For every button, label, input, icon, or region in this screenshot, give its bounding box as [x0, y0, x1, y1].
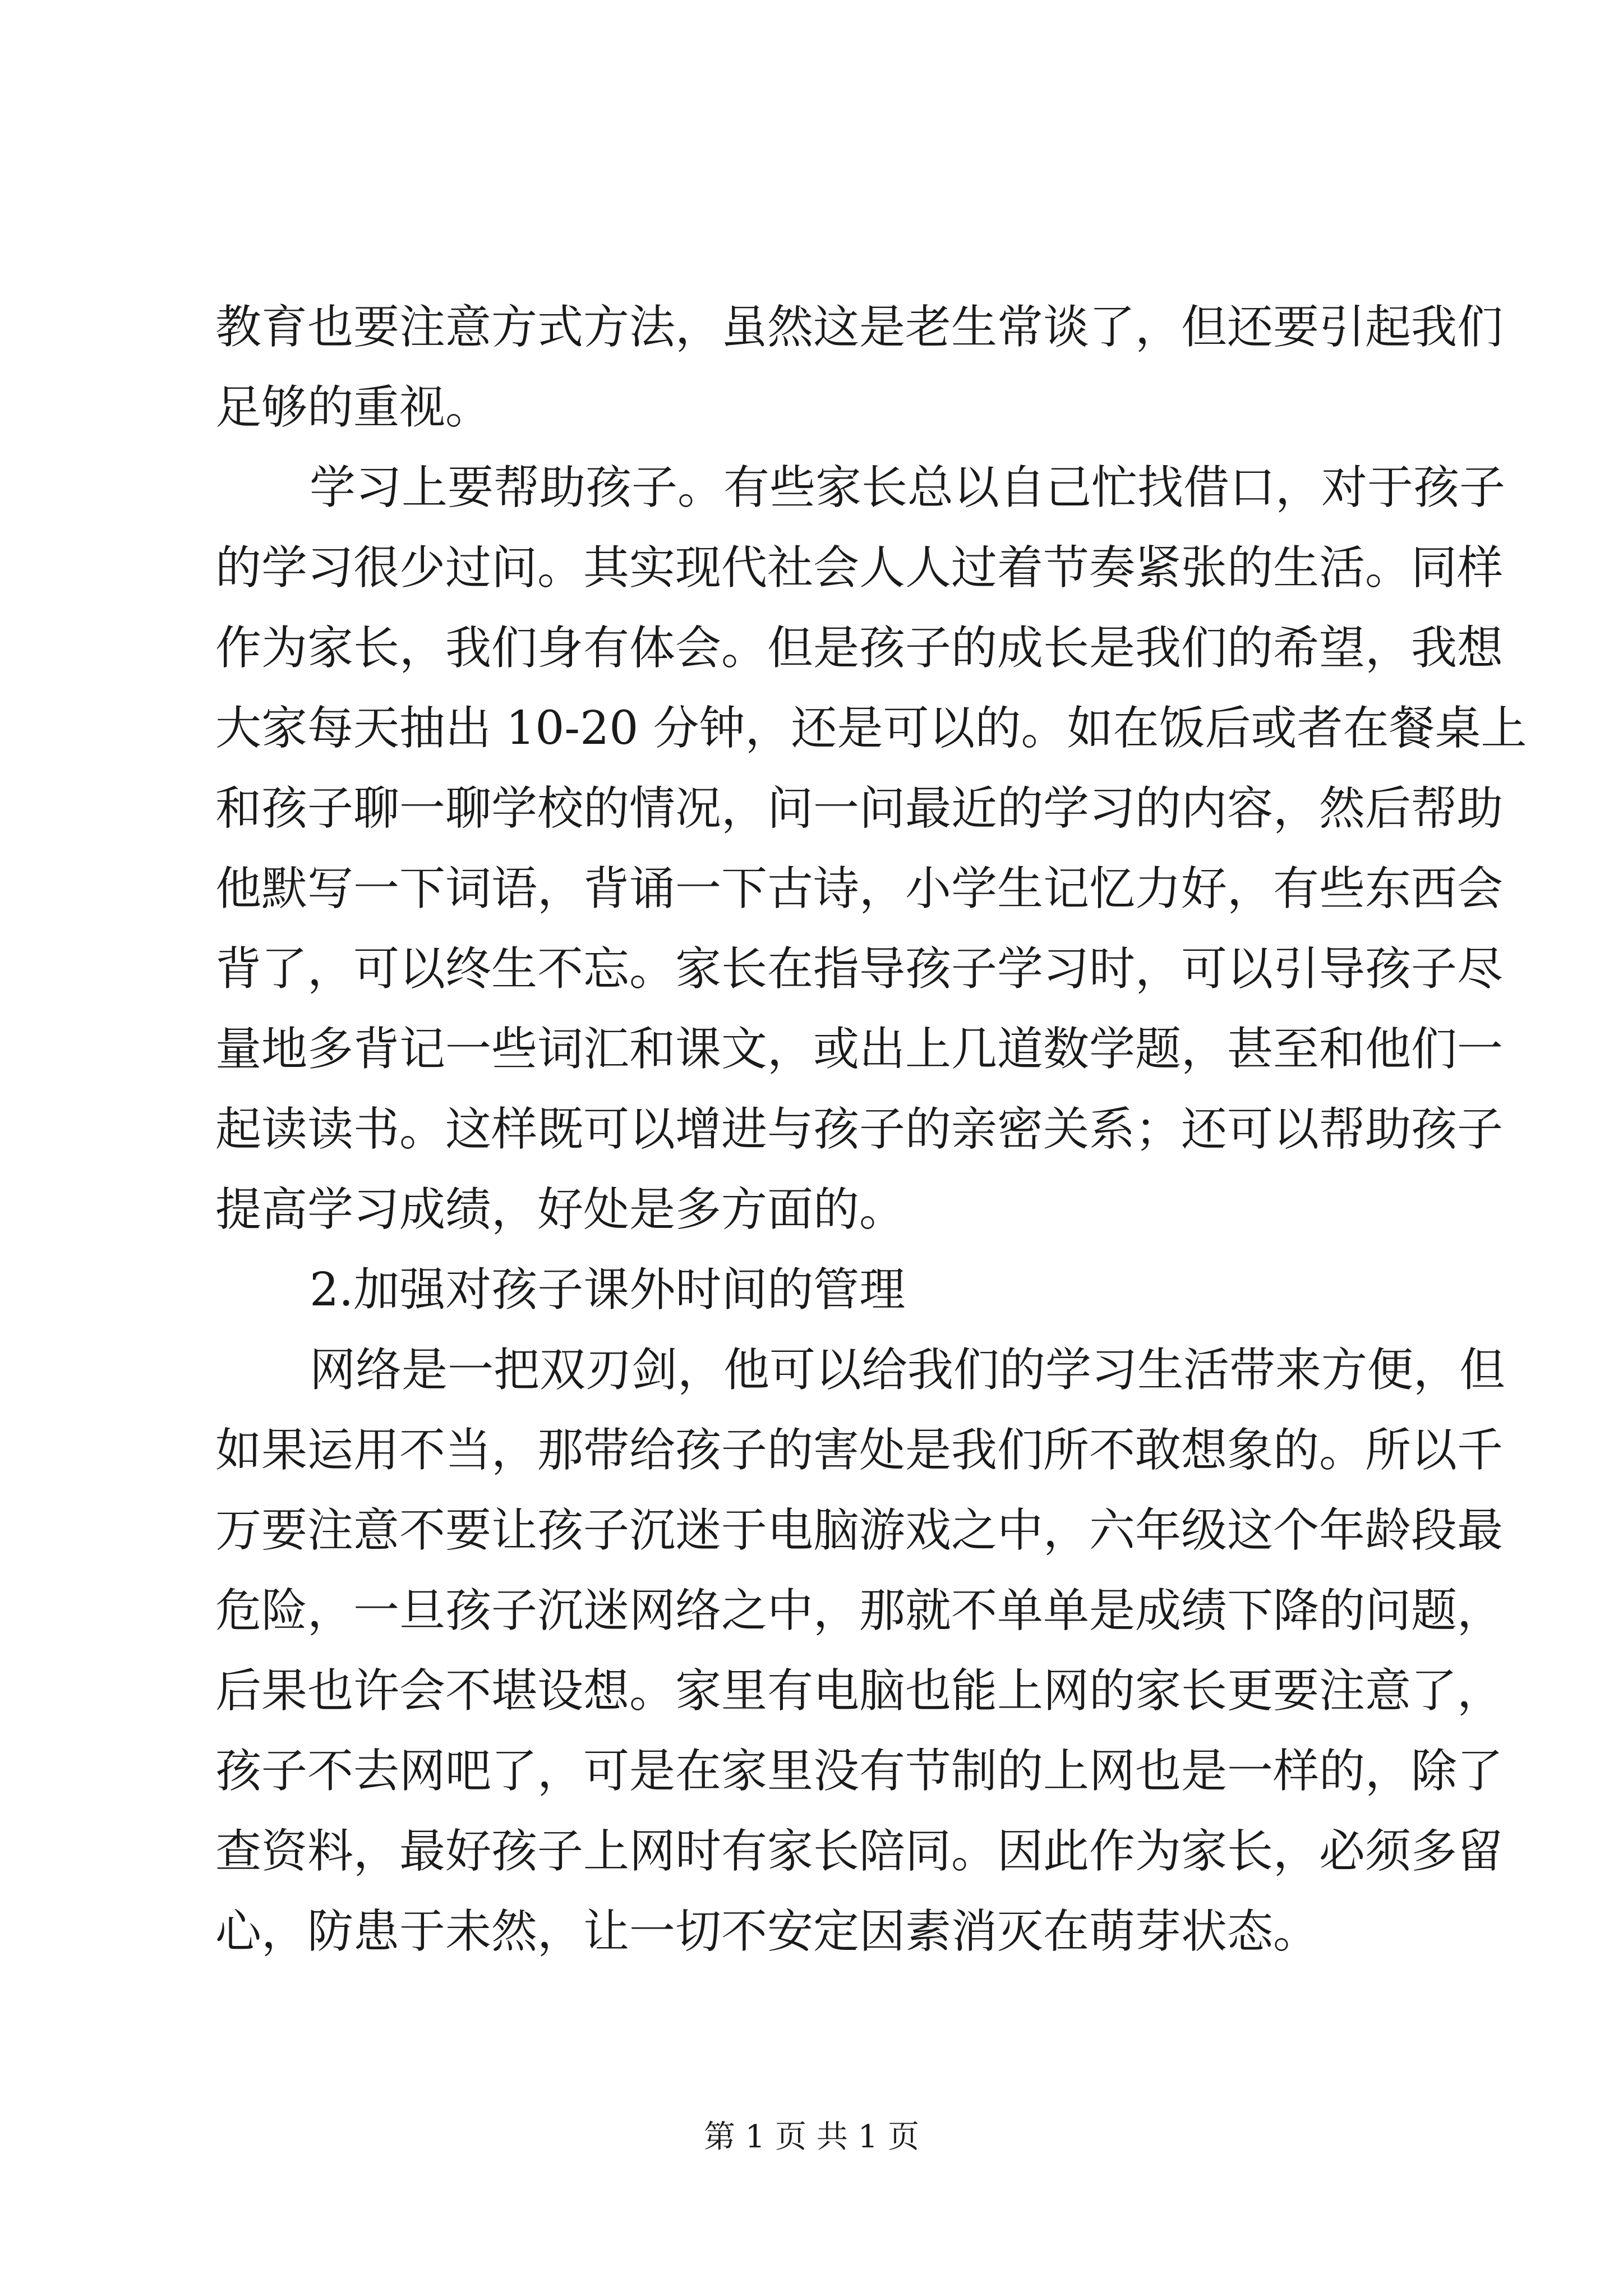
body-line: 足够的重视。 — [215, 381, 492, 434]
page-footer — [0, 2118, 1623, 2157]
body-line: 心，防患于未然，让一切不安定因素消灭在萌芽状态。 — [215, 1905, 1320, 1958]
body-line: 后果也许会不堪设想。家里有电脑也能上网的家长更要注意了， — [215, 1664, 1504, 1718]
body-line: 的学习很少过问。其实现代社会人人过着节奏紧张的生活。同样 — [215, 541, 1504, 595]
section-heading: 2.加强对孩子课外时间的管理 — [310, 1263, 906, 1317]
body-line: 他默写一下词语，背诵一下古诗，小学生记忆力好，有些东西会 — [215, 862, 1504, 915]
body-line: 如果运用不当，那带给孩子的害处是我们所不敢想象的。所以千 — [215, 1424, 1504, 1477]
body-line: 作为家长，我们身有体会。但是孩子的成长是我们的希望，我想 — [215, 622, 1504, 675]
body-line: 网络是一把双刃剑，他可以给我们的学习生活带来方便，但 — [310, 1343, 1506, 1397]
body-line: 孩子不去网吧了，可是在家里没有节制的上网也是一样的，除了 — [215, 1745, 1504, 1798]
body-line: 起读读书。这样既可以增进与孩子的亲密关系；还可以帮助孩子 — [215, 1103, 1504, 1156]
body-line: 学习上要帮助孩子。有些家长总以自己忙找借口，对于孩子 — [310, 461, 1506, 514]
body-line: 和孩子聊一聊学校的情况，问一问最近的学习的内容，然后帮助 — [215, 782, 1504, 835]
body-line: 提高学习成绩，好处是多方面的。 — [215, 1183, 906, 1236]
body-line: 危险，一旦孩子沉迷网络之中，那就不单单是成绩下降的问题， — [215, 1584, 1504, 1637]
body-line: 大家每天抽出 10-20 分钟，还是可以的。如在饭后或者在餐桌上 — [215, 702, 1527, 755]
body-line: 量地多背记一些词汇和课文，或出上几道数学题，甚至和他们一 — [215, 1023, 1504, 1076]
document-body — [215, 287, 1527, 1972]
page-number-label: 第 1 页 共 1 页 — [703, 2119, 920, 2155]
body-line: 教育也要注意方式方法，虽然这是老生常谈了，但还要引起我们 — [215, 301, 1504, 354]
body-line: 查资料，最好孩子上网时有家长陪同。因此作为家长，必须多留 — [215, 1825, 1504, 1878]
body-line: 万要注意不要让孩子沉迷于电脑游戏之中，六年级这个年龄段最 — [215, 1504, 1504, 1557]
body-line: 背了，可以终生不忘。家长在指导孩子学习时，可以引导孩子尽 — [215, 942, 1504, 996]
